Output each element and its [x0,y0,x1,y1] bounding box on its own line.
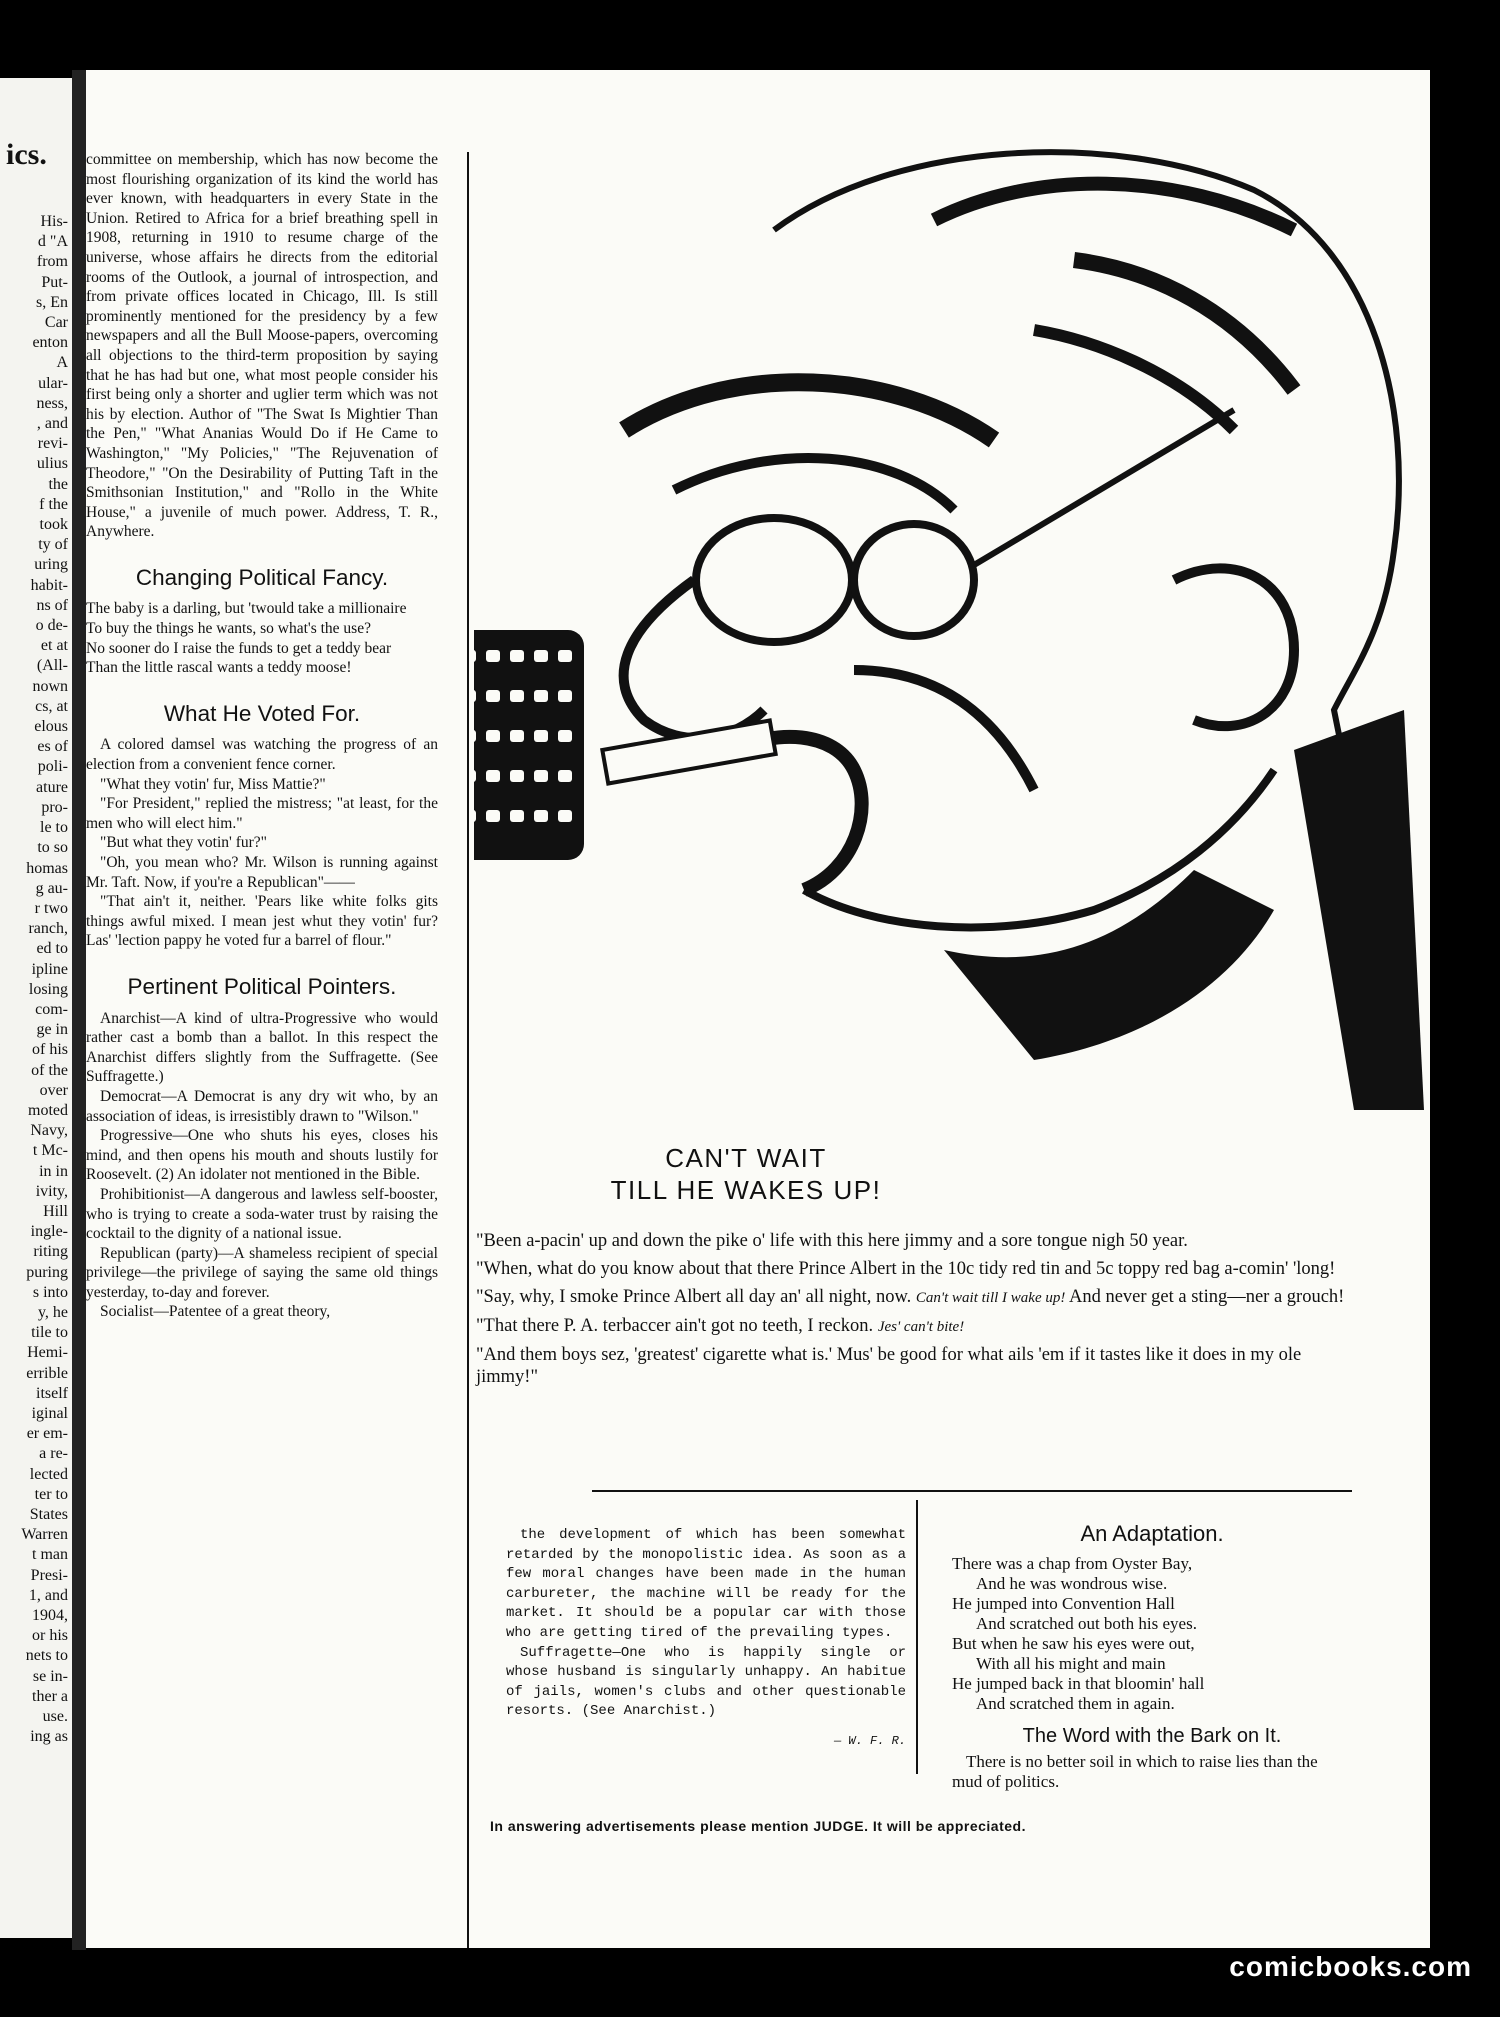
definition-paragraph: Progressive—One who shuts his eyes, closes his mind, and then opens his mouth and shouts lustily for Roosevelt. (2) An idolater not mentioned in the Bible. [86,1127,438,1184]
poem-line: But when he saw his eyes were out, [952,1634,1195,1653]
left-fragment-line: ranch, [28,920,68,938]
advertisement-footer: In answering advertisements please mention JUDGE. It will be appreciated. [490,1818,1026,1834]
definition-paragraph: Democrat—A Democrat is any dry wit who, by an association of ideas, is irresistibly drawn to "Wilson." [86,1087,438,1125]
definition-paragraph: Suffragette—One who is happily single or whose husband is singularly unhappy. An habitue of jails, women's clubs and other questionable resorts. (See Anarchist.) [506,1644,906,1720]
left-fragment-line: er em- [26,1425,68,1443]
poem-line: The baby is a darling, but 'twould take a millionaire [86,600,407,618]
left-fragment-line: revi- [37,435,68,453]
left-fragment-line: uring [34,556,68,574]
left-fragment-line: ivity, [35,1182,68,1200]
left-fragment-line: in in [39,1162,68,1180]
story-paragraph: "But what they votin' fur?" [100,834,267,852]
ad-headline-line2: TILL HE WAKES UP! [610,1175,882,1205]
left-fragment-line: ter to [34,1485,68,1503]
voted-heading: What He Voted For. [163,700,361,726]
book-gutter [72,70,86,1950]
left-fragment-line: of the [31,1061,68,1079]
left-text-column [86,150,438,1322]
left-fragment-line: ing as [30,1728,68,1746]
pointers-heading: Pertinent Political Pointers. [127,973,397,999]
bio-paragraph: committee on membership, which has now become the most flourishing organization of its kind the world has ever known, with headquarters in every State in the Union. Retired to Africa for a brief breathing spell in 1908, returning in 1910 to resume charge of the universe, whose affairs he directs from the editorial rooms of the Outlook, a journal of introspection, and from private offices located in Chicago, Ill. Is still prominently mentioned for the presidency by a few newspapers and all the Bull Moose-papers, overcoming all objections to the third-term proposition by saying that he has had but one, what most people consider his first being only a shorter and uglier term which was not his by election. Author of "The Swat Is Mightier Than the Pen," "What Ananias Would Do if He Came to Washington," "My Policies," "The Rejuvenation of Theodore," "On the Desirability of Putting Taft in the Smithsonian Institution," and "Rollo in the White House," a juvenile of much power. Address, T. R., Anywhere. [86,151,438,541]
left-fragment-line: Hill [43,1202,68,1220]
definition-paragraph: Anarchist—A kind of ultra-Progressive who would rather cast a bomb than a ballot. In this respect the Anarchist differs slightly from the Suffragette. (See Suffragette.) [86,1009,438,1086]
left-fragment-line: a re- [39,1445,68,1463]
middle-bottom-column [506,1526,906,1752]
watermark: comicbooks.com [1229,1951,1472,1982]
adaptation-heading: An Adaptation. [1080,1521,1224,1546]
ad-emphasis: Jes' can't bite! [877,1319,965,1335]
left-fragment-line: or his [32,1627,68,1645]
left-fragment-line: errible [26,1364,68,1382]
poem-line: Than the little rascal wants a teddy moose! [86,659,352,677]
left-fragment-line: es of [37,738,68,756]
left-fragment-line: o de- [35,617,68,635]
fancy-poem [86,599,438,677]
left-fragment-line: 1, and [28,1586,68,1604]
voted-story [86,735,438,951]
fancy-heading: Changing Political Fancy. [135,564,389,590]
left-fragment-line: the [48,475,68,493]
ad-paragraph [476,1286,1366,1309]
left-fragment-line: enton [32,334,68,352]
left-fragment-line: homas [26,859,68,877]
left-fragment-line: puring [26,1263,68,1281]
ad-emphasis: Can't wait till I wake up! [915,1290,1066,1306]
left-fragment-line: ular- [38,374,68,392]
ad-paragraph: "When, what do you know about that there Prince Albert in the 10c tidy red tin and 5c toppy red bag a-comin' 'long! [476,1259,1336,1279]
left-fragment-line: ulius [36,455,68,473]
left-fragment-line: Hemi- [27,1344,68,1362]
left-fragment-line: habit- [30,576,68,594]
left-fragment-line: r two [34,899,68,917]
left-fragment-line: riting [33,1243,68,1261]
left-fragment-line: Presi- [30,1566,68,1584]
left-fragment-line: t Mc- [32,1142,68,1160]
left-fragment-line: Warren [21,1526,68,1544]
story-paragraph: "For President," replied the mistress; "at least, for the men who will elect him." [86,795,438,832]
left-fragment-line: over [39,1081,68,1099]
story-paragraph: A colored damsel was watching the progress of an election from a convenient fence corner. [86,736,438,774]
magazine-page [86,70,1430,1948]
left-fragment-line: t man [32,1546,68,1564]
left-fragment-line: le to [40,819,68,837]
poem-line: And he was wondrous wise. [976,1574,1168,1593]
definitions-continued [506,1526,906,1722]
definition-paragraph: Republican (party)—A shameless recipient of special privilege—the privilege of saying the same old things yesterday, to-day and forever. [86,1244,438,1301]
left-fragment-line: s into [32,1283,68,1301]
ad-paragraph: "Been a-pacin' up and down the pike o' life with this here jimmy and a sore tongue nigh 50 year. [476,1231,1188,1251]
pipe-smoker-illustration [474,110,1430,1190]
left-fragment-line: took [39,516,68,534]
left-fragment-line: nown [32,677,68,695]
left-fragment-line: Navy, [30,1122,68,1140]
left-fragment-line: of his [32,1041,68,1059]
definition-paragraph: the development of which has been somewhat retarded by the monopolistic idea. As soon as a few moral changes have been made in the human carbureter, the machine will be ready for the market. It should be a popular car with those who are getting tired of the prevailing types. [506,1527,906,1641]
left-fragment-line: ed to [36,940,68,958]
left-fragment-line: ipline [31,960,68,978]
ad-paragraph: "And them boys sez, 'greatest' cigarette what is.' Mus' be good for what ails 'em if it tastes like it does in my ole jimmy!" [476,1345,1302,1387]
left-fragment-title: ics. [6,138,47,171]
left-fragment-line: com- [35,1000,68,1018]
left-fragment-line: tile to [31,1324,68,1342]
left-fragment-line: lected [29,1465,68,1483]
left-fragment-line: s, En [36,293,68,311]
story-paragraph: "What they votin' fur, Miss Mattie?" [100,775,326,793]
column-divider [467,152,469,1948]
left-fragment-line: Car [44,314,68,332]
left-fragment-line: to so [37,839,68,857]
left-fragment-line: ther a [32,1687,68,1705]
left-fragment-line: g au- [35,879,68,897]
definition-paragraph: Socialist—Patentee of a great theory, [100,1303,331,1321]
poem-line: No sooner do I raise the funds to get a teddy bear [86,639,392,657]
left-fragment-line: ness, [36,394,68,412]
poem-line: And scratched them in again. [976,1694,1175,1713]
section-rule [592,1490,1352,1492]
left-fragment-line: pro- [41,798,68,816]
left-fragment-line: A [56,354,68,372]
left-fragment-line: se in- [32,1667,68,1685]
ad-headline [486,1142,1006,1206]
poem-line: With all his might and main [976,1654,1166,1673]
left-fragment-line: 1904, [32,1607,68,1625]
author-signature: — W. F. R. [833,1733,906,1748]
story-paragraph: "That ain't it, neither. 'Pears like white folks gits things awful mixed. I mean jest whut they votin' fur? Las' 'lection pappy he voted fur a barrel of flour." [86,893,438,950]
poem-line: There was a chap from Oyster Bay, [952,1554,1193,1573]
left-fragment-line: y, he [37,1303,68,1321]
ad-text: "That there P. A. terbaccer ain't got no teeth, I reckon. [476,1316,874,1336]
left-fragment-line: His- [40,213,68,230]
left-fragment-line: itself [36,1384,68,1402]
bark-text: There is no better soil in which to raise lies than the mud of politics. [952,1752,1318,1791]
ad-text: "Say, why, I smoke Prince Albert all day an' all night, now. [476,1287,912,1307]
bottom-column-divider [916,1500,918,1774]
left-fragment-line: (All- [36,657,68,675]
adaptation-poem [952,1554,1352,1714]
left-fragment-line: Put- [41,273,68,291]
left-fragment-line: moted [28,1101,68,1119]
poem-line: He jumped back in that bloomin' hall [952,1674,1205,1693]
left-fragment-line: iginal [31,1404,68,1422]
definition-paragraph: Prohibitionist—A dangerous and lawless self-booster, who is trying to create a soda-water trust by raising the cocktail to the dignity of a national issue. [86,1185,438,1243]
left-fragment-line: use. [42,1708,68,1726]
ad-paragraph [476,1315,1366,1338]
left-fragment-line: ty of [38,536,68,554]
left-fragment-line: losing [28,980,68,998]
left-fragment-line: , and [36,415,68,433]
left-fragment-lines [0,212,72,1747]
left-fragment-line: f the [39,495,68,513]
pointers-list [86,1009,438,1323]
poem-line: To buy the things he wants, so what's the use? [86,620,371,638]
left-fragment-line: ge in [36,1021,68,1039]
poem-line: And scratched out both his eyes. [976,1614,1197,1633]
left-fragment-line: ns of [36,596,68,614]
ad-headline-line1: CAN'T WAIT [665,1143,827,1173]
ad-copy [476,1230,1366,1394]
left-fragment-line: poli- [37,758,68,776]
poem-line: He jumped into Convention Hall [952,1594,1175,1613]
left-fragment-line: cs, at [35,697,68,715]
right-bottom-column [952,1521,1352,1792]
left-fragment-line: et at [40,637,68,655]
ad-text: And never get a sting—ner a grouch! [1068,1287,1345,1307]
left-fragment-line: elous [34,718,68,736]
left-fragment-line: ingle- [30,1223,68,1241]
left-page-fragment [0,78,72,1938]
bark-heading: The Word with the Bark on It. [1022,1725,1282,1747]
left-fragment-line: States [29,1506,68,1523]
left-fragment-line: d "A [37,233,68,251]
left-fragment-line: from [36,253,68,271]
left-fragment-line: nets to [25,1647,68,1665]
story-paragraph: "Oh, you mean who? Mr. Wilson is running against Mr. Taft. Now, if you're a Republican"—— [86,854,438,891]
left-fragment-line: ature [36,778,68,796]
